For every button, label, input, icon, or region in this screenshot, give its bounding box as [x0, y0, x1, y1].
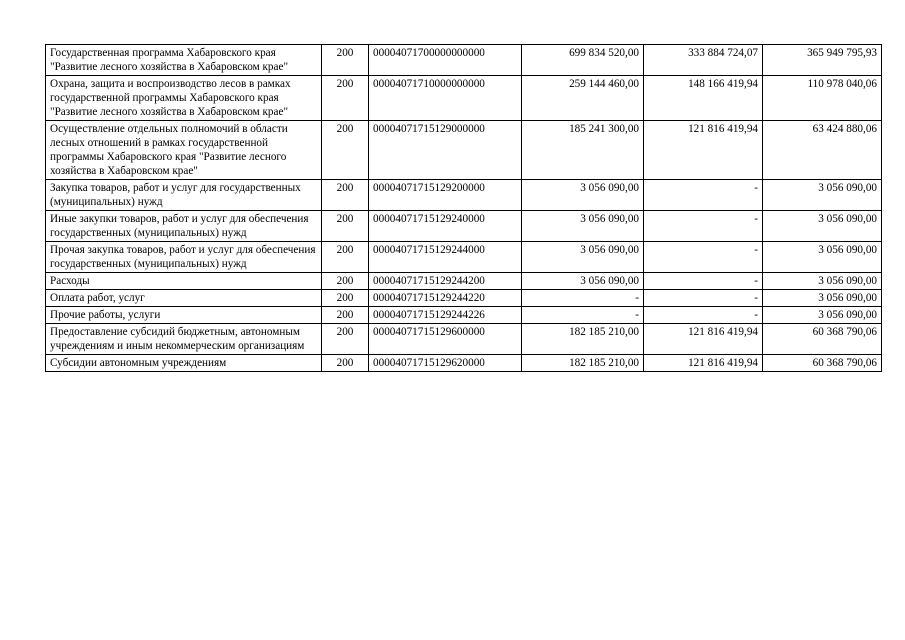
table-row	[46, 290, 882, 307]
row-executed-amount: 148 166 419,94	[644, 76, 763, 121]
row-unexecuted-amount: 3 056 090,00	[763, 307, 882, 324]
row-unexecuted-amount: 63 424 880,06	[763, 121, 882, 180]
row-approved-amount: 3 056 090,00	[522, 180, 644, 211]
row-line-code: 200	[322, 290, 369, 307]
row-line-code: 200	[322, 76, 369, 121]
row-line-code: 200	[322, 211, 369, 242]
row-executed-amount: -	[644, 211, 763, 242]
row-executed-amount: -	[644, 290, 763, 307]
row-unexecuted-amount: 3 056 090,00	[763, 273, 882, 290]
row-name: Иные закупки товаров, работ и услуг для обеспечения государственных (муниципальных) нужд	[46, 211, 322, 242]
row-name: Оплата работ, услуг	[46, 290, 322, 307]
row-line-code: 200	[322, 121, 369, 180]
row-executed-amount: -	[644, 273, 763, 290]
row-name: Государственная программа Хабаровского края "Развитие лесного хозяйства в Хабаровском крае"	[46, 45, 322, 76]
row-executed-amount: 333 884 724,07	[644, 45, 763, 76]
row-approved-amount: 259 144 460,00	[522, 76, 644, 121]
table-row	[46, 121, 882, 180]
row-name: Осуществление отдельных полномочий в области лесных отношений в рамках государственной программы Хабаровского края "Развитие лесного хозяйства в Хабаровском крае"	[46, 121, 322, 180]
row-approved-amount: -	[522, 307, 644, 324]
row-name: Расходы	[46, 273, 322, 290]
row-executed-amount: 121 816 419,94	[644, 324, 763, 355]
row-budget-code: 00004071715129600000	[369, 324, 522, 355]
row-unexecuted-amount: 3 056 090,00	[763, 290, 882, 307]
row-executed-amount: -	[644, 242, 763, 273]
row-budget-code: 00004071715129244000	[369, 242, 522, 273]
row-budget-code: 00004071715129200000	[369, 180, 522, 211]
row-executed-amount: 121 816 419,94	[644, 121, 763, 180]
row-name: Охрана, защита и воспроизводство лесов в рамках государственной программы Хабаровского края "Развитие лесного хозяйства в Хабаровском крае"	[46, 76, 322, 121]
row-unexecuted-amount: 60 368 790,06	[763, 324, 882, 355]
row-line-code: 200	[322, 324, 369, 355]
table-row	[46, 45, 882, 76]
row-name: Закупка товаров, работ и услуг для государственных (муниципальных) нужд	[46, 180, 322, 211]
row-unexecuted-amount: 110 978 040,06	[763, 76, 882, 121]
row-unexecuted-amount: 3 056 090,00	[763, 211, 882, 242]
row-name: Предоставление субсидий бюджетным, автономным учреждениям и иным некоммерческим организациям	[46, 324, 322, 355]
table-row	[46, 307, 882, 324]
row-approved-amount: 3 056 090,00	[522, 273, 644, 290]
row-budget-code: 00004071715129240000	[369, 211, 522, 242]
row-unexecuted-amount: 365 949 795,93	[763, 45, 882, 76]
row-budget-code: 00004071710000000000	[369, 76, 522, 121]
table-row	[46, 76, 882, 121]
table-row	[46, 242, 882, 273]
row-approved-amount: 182 185 210,00	[522, 324, 644, 355]
row-line-code: 200	[322, 355, 369, 372]
row-line-code: 200	[322, 307, 369, 324]
row-budget-code: 00004071715129244226	[369, 307, 522, 324]
table-row	[46, 273, 882, 290]
row-executed-amount: 121 816 419,94	[644, 355, 763, 372]
budget-expenditure-table	[45, 44, 882, 372]
row-approved-amount: -	[522, 290, 644, 307]
row-name: Прочие работы, услуги	[46, 307, 322, 324]
table-row	[46, 211, 882, 242]
row-executed-amount: -	[644, 180, 763, 211]
row-budget-code: 00004071715129244220	[369, 290, 522, 307]
row-unexecuted-amount: 60 368 790,06	[763, 355, 882, 372]
row-line-code: 200	[322, 180, 369, 211]
row-unexecuted-amount: 3 056 090,00	[763, 180, 882, 211]
row-approved-amount: 182 185 210,00	[522, 355, 644, 372]
table-row	[46, 180, 882, 211]
table-row	[46, 355, 882, 372]
row-approved-amount: 185 241 300,00	[522, 121, 644, 180]
row-unexecuted-amount: 3 056 090,00	[763, 242, 882, 273]
row-executed-amount: -	[644, 307, 763, 324]
row-name: Прочая закупка товаров, работ и услуг для обеспечения государственных (муниципальных) нужд	[46, 242, 322, 273]
row-approved-amount: 699 834 520,00	[522, 45, 644, 76]
row-budget-code: 00004071715129620000	[369, 355, 522, 372]
row-budget-code: 00004071700000000000	[369, 45, 522, 76]
row-budget-code: 00004071715129244200	[369, 273, 522, 290]
table-row	[46, 324, 882, 355]
row-approved-amount: 3 056 090,00	[522, 242, 644, 273]
row-line-code: 200	[322, 273, 369, 290]
row-line-code: 200	[322, 45, 369, 76]
row-line-code: 200	[322, 242, 369, 273]
row-name: Субсидии автономным учреждениям	[46, 355, 322, 372]
row-budget-code: 00004071715129000000	[369, 121, 522, 180]
row-approved-amount: 3 056 090,00	[522, 211, 644, 242]
